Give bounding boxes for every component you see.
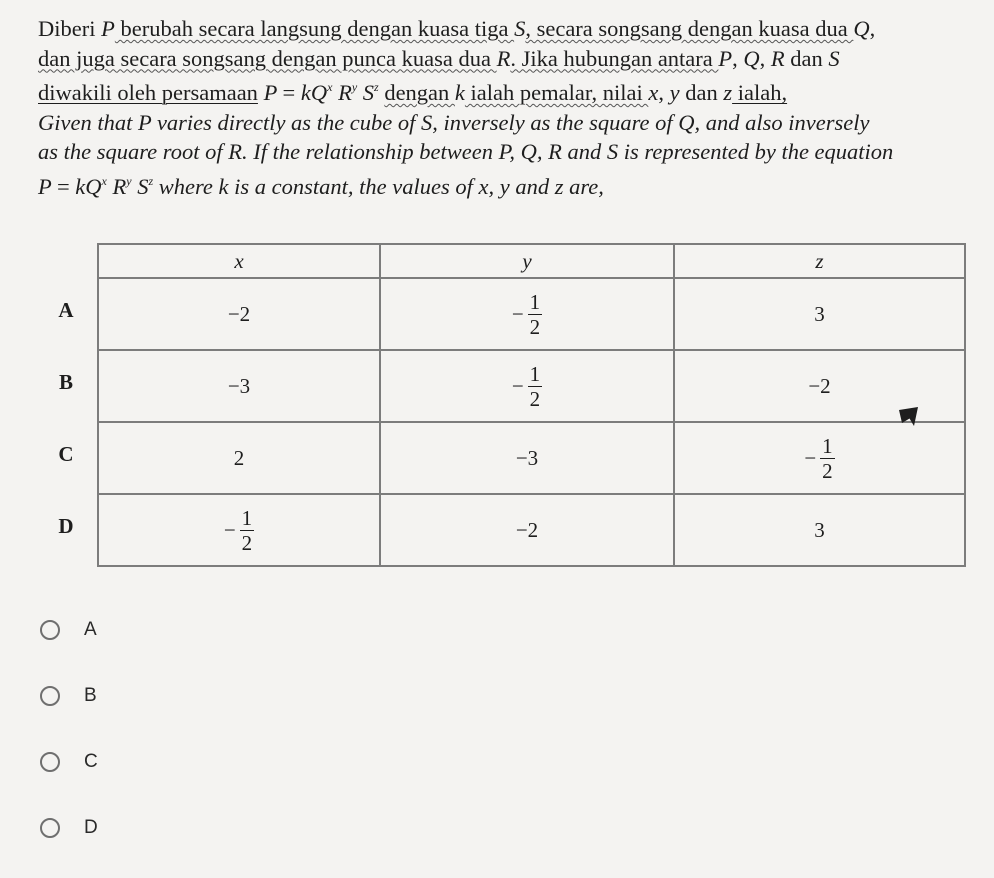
question-english-line-1: Given that P varies directly as the cube of S, inversely as the square of Q, and also inversely	[38, 109, 870, 135]
question-english-line-2: as the square root of R. If the relationship between P, Q, R and S is represented by the equation	[38, 139, 894, 164]
row-letter-b: B	[58, 370, 73, 394]
radio-button-icon[interactable]	[40, 620, 60, 640]
fraction-numerator: 1	[529, 289, 541, 314]
cell-y	[380, 278, 674, 350]
question-malay-line-1: Diberi P berubah secara langsung dengan kuasa tiga S, secara songsang dengan kuasa dua Q,	[38, 16, 876, 41]
choice-label[interactable]: D	[84, 817, 98, 838]
fraction	[512, 362, 542, 411]
row-letter-a: A	[58, 298, 74, 322]
row-letter-c: C	[58, 442, 74, 466]
fraction	[224, 506, 254, 555]
choice-b[interactable]	[40, 680, 98, 712]
cell-value: −3	[515, 445, 539, 470]
cell-y	[380, 422, 674, 494]
cell-x	[98, 278, 380, 350]
fraction-numerator: 1	[822, 433, 833, 458]
choice-d[interactable]	[40, 812, 98, 844]
question-malay-line-3: diwakili oleh persamaan $P = kQ^x$ $R^y$ $S^z$ dengan k ialah pemalar, nilai x, y dan z ialah,	[38, 80, 788, 105]
table-row	[98, 278, 965, 350]
radio-button-icon[interactable]	[40, 752, 60, 772]
header-x: x	[98, 244, 380, 278]
cell-value: −2	[515, 517, 539, 542]
choice-a[interactable]	[40, 614, 98, 646]
question-malay-line-2: dan juga secara songsang dengan punca kuasa dua R. Jika hubungan antara P, Q, R dan S	[38, 45, 840, 71]
mouse-pointer-icon	[896, 404, 922, 430]
cell-value: −2	[227, 301, 251, 326]
options-table	[97, 243, 966, 567]
radio-button-icon[interactable]	[40, 818, 60, 838]
cell-value: 3	[814, 301, 825, 326]
equation-english: $P = kQ^x$ $R^y$ $S^z$	[38, 173, 154, 199]
table-header-row	[98, 244, 965, 278]
fraction	[512, 290, 542, 339]
choice-c[interactable]	[40, 746, 98, 778]
fraction-denominator: 2	[822, 458, 833, 483]
question-english-line-3: $P = kQ^x$ $R^y$ $S^z$ where k is a constant, the values of x, y and z are,	[38, 173, 604, 199]
choice-label[interactable]: A	[84, 619, 97, 640]
header-z: z	[674, 244, 965, 278]
choice-label[interactable]: C	[84, 751, 98, 772]
fraction-numerator: 1	[241, 505, 253, 530]
cell-z	[674, 494, 965, 566]
cell-value: −2	[808, 373, 831, 398]
fraction-sign: −	[511, 301, 524, 326]
fraction-denominator: 2	[529, 314, 541, 339]
answer-choices	[40, 614, 98, 878]
table-row	[98, 494, 965, 566]
fraction-sign: −	[804, 445, 817, 470]
equation: $P = kQ^x$ $R^y$ $S^z$	[263, 80, 379, 105]
cell-z	[674, 422, 965, 494]
cell-x	[98, 350, 380, 422]
table-row	[98, 350, 965, 422]
question-text	[38, 14, 968, 201]
cell-value: 2	[233, 445, 245, 470]
cell-value: −3	[227, 373, 251, 398]
fraction-sign: −	[511, 373, 524, 398]
header-y: y	[380, 244, 674, 278]
radio-button-icon[interactable]	[40, 686, 60, 706]
table-row	[98, 422, 965, 494]
fraction-denominator: 2	[529, 386, 541, 411]
cell-x	[98, 494, 380, 566]
cell-y	[380, 350, 674, 422]
fraction	[804, 434, 834, 483]
fraction-numerator: 1	[529, 361, 541, 386]
choice-label[interactable]: B	[84, 685, 97, 706]
row-letter-d: D	[58, 514, 74, 538]
fraction-denominator: 2	[241, 530, 253, 555]
fraction-sign: −	[223, 517, 236, 542]
cell-z	[674, 278, 965, 350]
cell-y	[380, 494, 674, 566]
cell-value: 3	[814, 517, 825, 542]
cell-x	[98, 422, 380, 494]
